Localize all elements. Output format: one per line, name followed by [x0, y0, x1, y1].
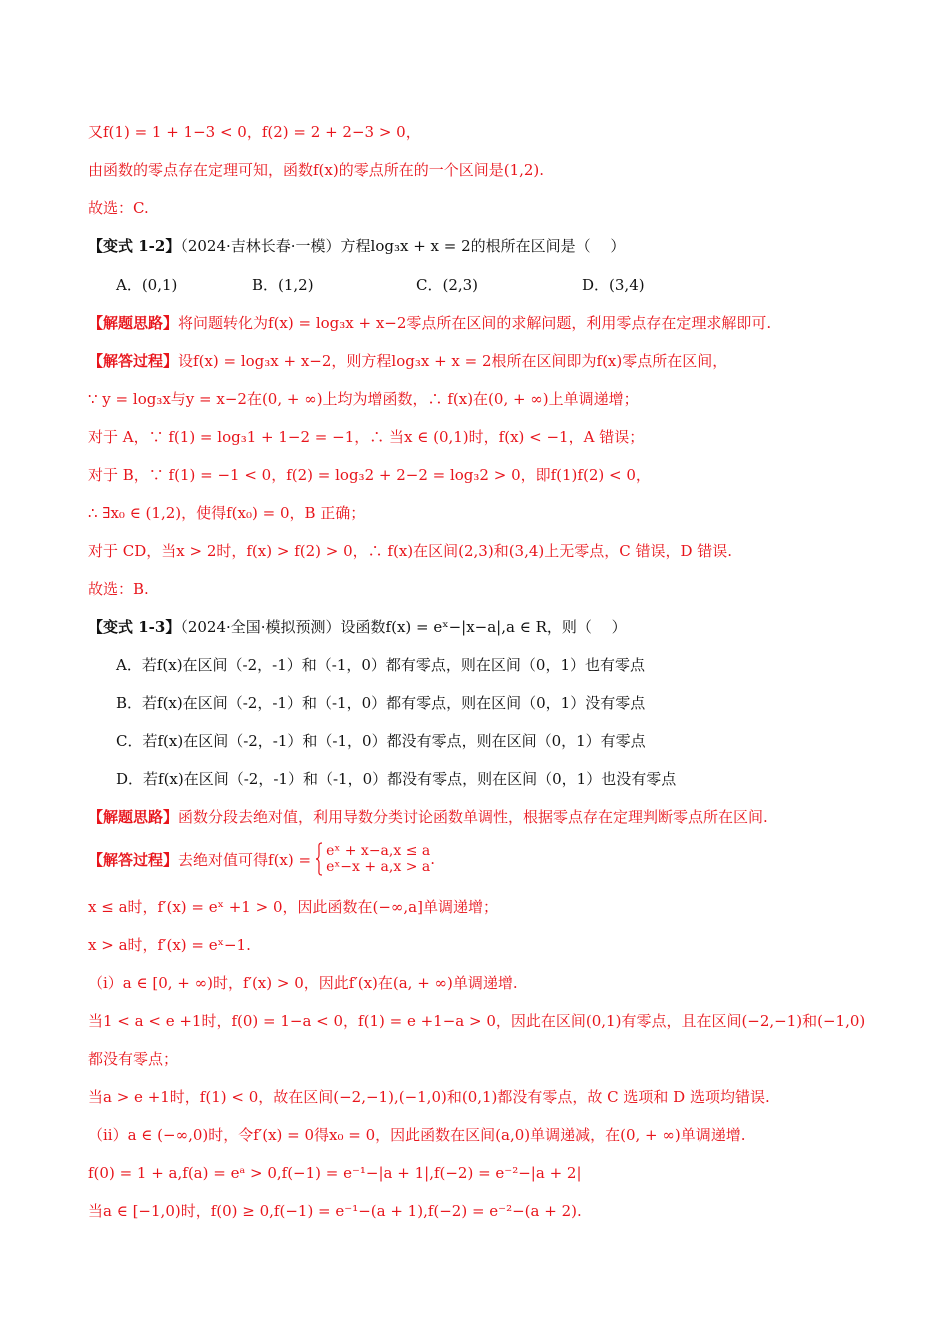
process-tag: 【解答过程】: [88, 850, 179, 869]
text-line: x ≤ a时，f′(x) = eˣ +1 > 0，因此函数在(−∞,a]单调递增；: [88, 898, 498, 916]
question-text: （2024·吉林长春·一模）方程log₃x + x = 2的根所在区间是（ ）: [180, 237, 626, 255]
process-text: 去绝对值可得f(x) =: [178, 850, 312, 869]
option-a: A．(0,1): [116, 276, 178, 294]
process-tag: 【解答过程】: [88, 352, 179, 370]
text-line: 当a ∈ [−1,0)时，f(0) ≥ 0,f(−1) = e⁻¹−(a + 1),f(−2) = e⁻²−(a + 2).: [88, 1202, 582, 1220]
idea-text: 将问题转化为f(x) = log₃x + x−2零点所在区间的求解问题，利用零点存在定理求解即可.: [178, 314, 772, 332]
text-line: 由函数的零点存在定理可知，函数f(x)的零点所在的一个区间是(1,2).: [88, 161, 545, 179]
case-1: eˣ + x−a,x ≤ a: [326, 843, 431, 859]
option-d: D．(3,4): [582, 276, 645, 294]
option-b: B．(1,2): [252, 276, 314, 294]
piecewise-cases: [326, 843, 430, 875]
option-c: C．(2,3): [416, 276, 479, 294]
option-a: A．若f(x)在区间（-2，-1）和（-1，0）都有零点，则在区间（0，1）也有零点: [116, 656, 646, 674]
solution-process: [88, 350, 727, 372]
text-line: 对于 CD，当x > 2时，f(x) > f(2) > 0，∴ f(x)在区间(2,3)和(3,4)上无零点，C 错误，D 错误.: [88, 542, 733, 560]
idea-tag: 【解题思路】: [88, 808, 179, 826]
text-line: ∴ ∃x₀ ∈ (1,2)，使得f(x₀) = 0，B 正确；: [88, 504, 366, 522]
text-line: 故选：C.: [88, 199, 149, 217]
text-line: f(0) = 1 + a,f(a) = eᵃ > 0,f(−1) = e⁻¹−|a + 1|,f(−2) = e⁻²−|a + 2|: [88, 1164, 582, 1182]
text-line: 对于 B，∵ f(1) = −1 < 0，f(2) = log₃2 + 2−2 = log₃2 > 0，即f(1)f(2) < 0，: [88, 466, 651, 484]
text-line: 当a > e +1时，f(1) < 0，故在区间(−2,−1),(−1,0)和(0,1)都没有零点，故 C 选项和 D 选项均错误.: [88, 1088, 770, 1106]
process-text: 设f(x) = log₃x + x−2，则方程log₃x + x = 2根所在区间即为f(x)零点所在区间，: [178, 352, 728, 370]
question-variant-1-3: [88, 616, 627, 638]
text-line: （i）a ∈ [0, + ∞)时，f′(x) > 0，因此f′(x)在(a, + ∞)单调递增.: [88, 974, 518, 992]
option-b: B．若f(x)在区间（-2，-1）和（-1，0）都有零点，则在区间（0，1）没有零点: [116, 694, 646, 712]
text-line: 故选：B.: [88, 580, 149, 598]
text-line: ∵ y = log₃x与y = x−2在(0, + ∞)上均为增函数，∴ f(x)在(0, + ∞)上单调递增；: [88, 390, 639, 408]
text-line: 对于 A，∵ f(1) = log₃1 + 1−2 = −1，∴ 当x ∈ (0,1)时，f(x) < −1，A 错误；: [88, 428, 645, 446]
option-c: C．若f(x)在区间（-2，-1）和（-1，0）都没有零点，则在区间（0，1）有零点: [116, 732, 646, 750]
variant-tag: 【变式 1-2】: [88, 237, 181, 255]
variant-tag: 【变式 1-3】: [88, 618, 181, 636]
question-variant-1-2: [88, 235, 625, 257]
option-d: D．若f(x)在区间（-2，-1）和（-1，0）都没有零点，则在区间（0，1）也没有零点: [116, 770, 677, 788]
text-line: 都没有零点；: [88, 1050, 179, 1068]
question-text: （2024·全国·模拟预测）设函数f(x) = eˣ−|x−a|,a ∈ R，则（ ）: [180, 618, 627, 636]
text-line: 当1 < a < e +1时，f(0) = 1−a < 0，f(1) = e +1−a > 0，因此在区间(0,1)有零点，且在区间(−2,−1)和(−1,0): [88, 1012, 866, 1030]
solution-idea: [88, 312, 771, 334]
piecewise-definition: [88, 842, 435, 876]
idea-text: 函数分段去绝对值，利用导数分类讨论函数单调性，根据零点存在定理判断零点所在区间.: [178, 808, 768, 826]
text-line: x > a时，f′(x) = eˣ−1.: [88, 936, 251, 954]
case-end: .: [430, 850, 436, 868]
text-line: （ii）a ∈ (−∞,0)时，令f′(x) = 0得x₀ = 0，因此函数在区间(a,0)单调递减，在(0, + ∞)单调递增.: [88, 1126, 746, 1144]
left-brace-icon: [315, 842, 323, 876]
case-2: eˣ−x + a,x > a: [326, 859, 431, 875]
solution-idea: [88, 806, 768, 828]
text-line: 又f(1) = 1 + 1−3 < 0，f(2) = 2 + 2−3 > 0，: [88, 123, 421, 141]
idea-tag: 【解题思路】: [88, 314, 179, 332]
